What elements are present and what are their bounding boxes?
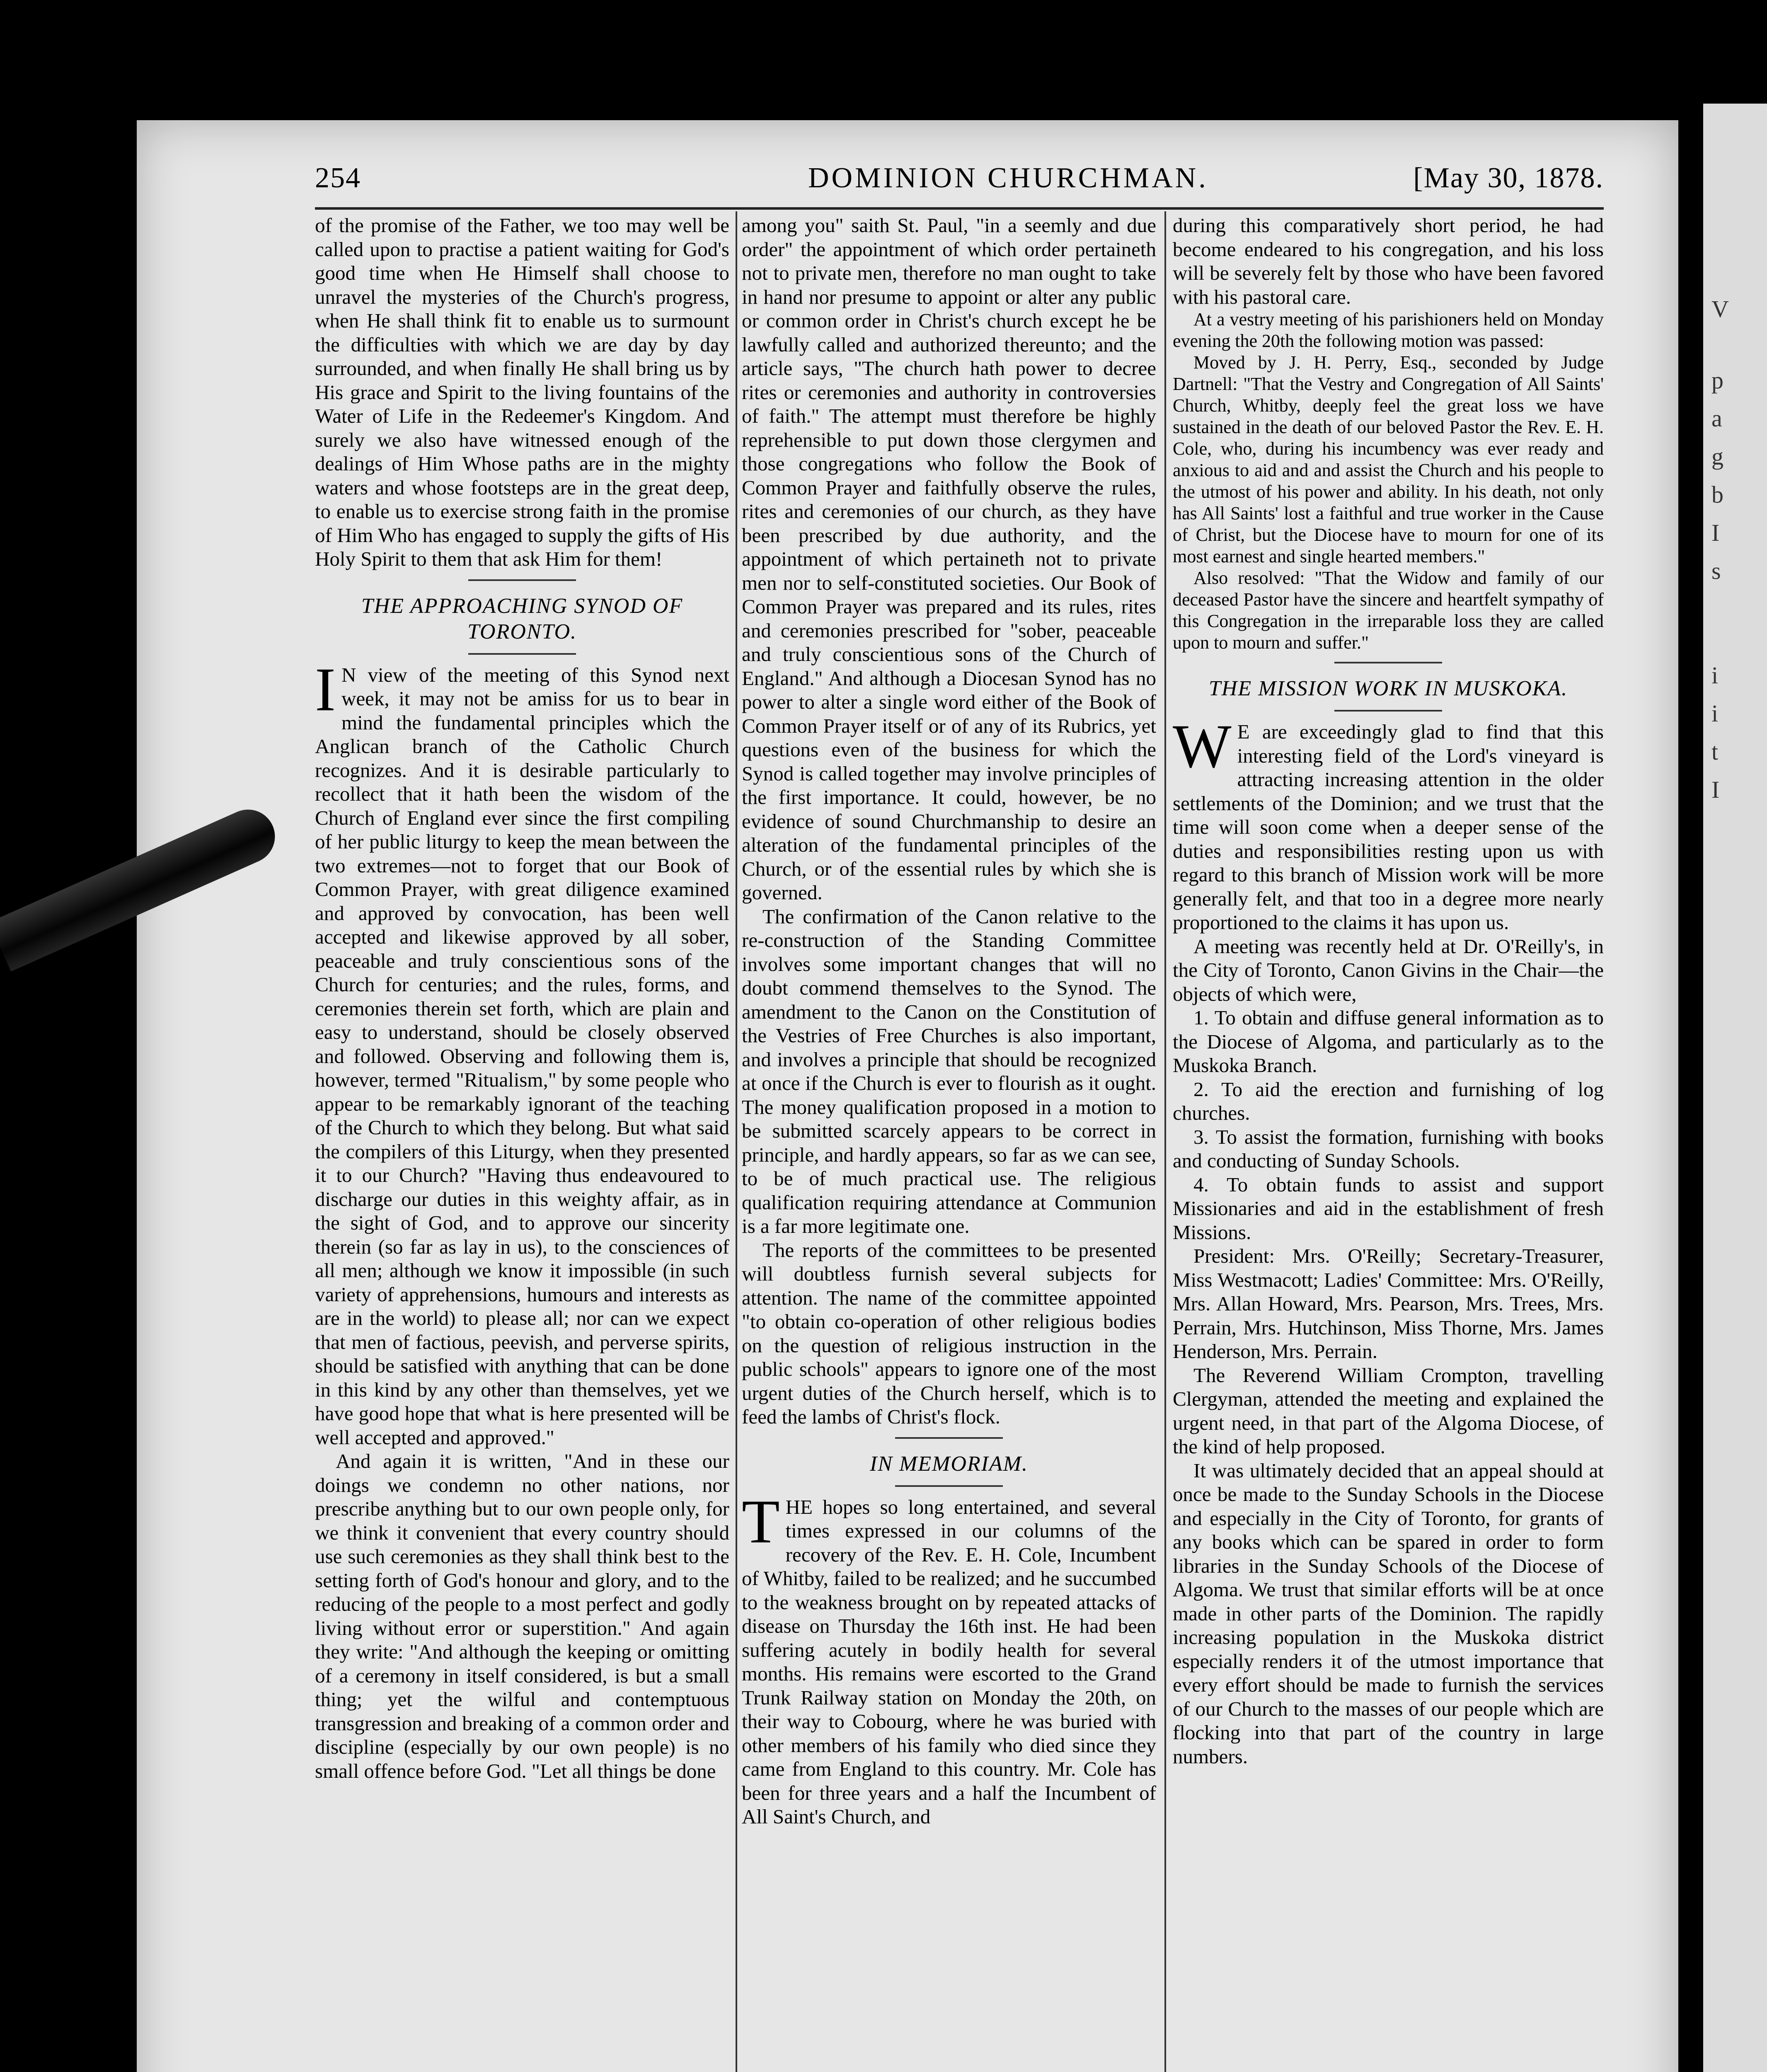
strip-char: a <box>1711 405 1722 432</box>
strip-char: b <box>1711 481 1723 508</box>
strip-char: i <box>1711 700 1719 727</box>
heading-rule <box>895 1485 1003 1487</box>
article-text: HE hopes so long entertained, and several times expressed in our columns of the recovery of the Rev. E. H. Cole, Incumbent of Whitby, failed to be realized; and he succumbed to the weakness brought on by repeated attacks of disease on Thursday the 16th inst. He had been suffering acutely in bodily health for several months. His remains were escorted to the Grand Trunk Railway station on Monday the 20th, on their way to Cobourg, where he was buried with other members of his family who died since they came from England to this country. Mr. Cole has been for three years and a half the Incumbent of All Saint's Church, and <box>742 1495 1156 1828</box>
article-paragraph: It was ultimately decided that an appeal should at once be made to the Sunday Schools in the Diocese and especially in the City of Toronto, for grants of any books which can be spared in order to form libraries in the Sunday Schools of the Diocese of Algoma. We trust that similar efforts will be at once made in other parts of the Dominion. The rapidly increasing population in the Muskoka district especially renders it of the utmost importance that every effort should be made to furnish the services of our Church to the masses of our people which are flocking into that part of the country in large numbers. <box>1173 1459 1604 1768</box>
masthead: DOMINION CHURCHMAN. <box>808 162 1208 194</box>
column-divider <box>736 211 737 2072</box>
strip-char: g <box>1711 443 1723 470</box>
article-paragraph <box>315 655 729 1450</box>
strip-char: p <box>1711 367 1723 394</box>
heading-rule <box>468 579 576 581</box>
drop-cap: I <box>315 655 336 724</box>
article-paragraph: during this comparatively short period, he had become endeared to his congregation, and his loss will be severely felt by those who have been favored with his pastoral care. <box>1173 214 1604 308</box>
issue-date: [May 30, 1878. <box>1413 162 1604 194</box>
column-1 <box>315 213 729 1783</box>
article-paragraph: 3. To assist the formation, furnishing with books and conducting of Sunday Schools. <box>1173 1125 1604 1172</box>
strip-char: i <box>1711 662 1719 689</box>
heading-rule <box>468 653 576 655</box>
strip-char: t <box>1711 738 1719 765</box>
article-heading: THE APPROACHING SYNOD OF TORONTO. <box>361 594 683 644</box>
article-text: N view of the meeting of this Synod next week, it may not be amiss for us to bear in mind the fundamental principles which the Anglican branch of the Catholic Church recognizes. And it is desirable particularly to recollect that it hath been the wisdom of the Church of England ever since the first compiling of her public liturgy to keep the mean between the two extremes—not to forget that our Book of Common Prayer, with great diligence examined and approved by convocation, has been well accepted and likewise approved by all sober, peaceable and truly conscientious sons of the Church for centuries; and the rules, forms, and ceremonies therein set forth, which are plain and easy to understand, should be closely observed and followed. Observing and following them is, however, termed "Ritualism," by some people who appear to be remarkably ignorant of the teaching of the Church to which they belong. But what said the compilers of this Liturgy, when they presented it to our Church? "Having thus endeavoured to discharge our duties in this weighty affair, as in the sight of God, and to approve our sincerity therein (so far as lay in us), to the consciences of all men; although we know it impossible (in such variety of apprehensions, humours and interests as are in the world) to please all; nor can we expect that men of factious, peevish, and perverse spirits, should be satisfied with anything that can be done in this kind by any other than themselves, yet we have good hope that what is here presented will be well accepted and approved." <box>315 663 729 1449</box>
strip-char: V <box>1711 295 1729 322</box>
article-paragraph: Also resolved: "That the Widow and family of our deceased Pastor have the sincere and heartfelt sympathy of this Congregation in the irreparable loss they are called upon to mourn and suffer." <box>1173 568 1604 653</box>
article-paragraph <box>1173 712 1604 934</box>
article-paragraph: And again it is written, "And in these our doings we condemn no other nations, nor prescribe anything but to our own people only, for we think it convenient that every country should use such ceremonies as they shall think best to the setting forth of God's honour and glory, and to the reducing of the people to a most perfect and godly living without error or superstition." And again they write: "And although the keeping or omitting of a ceremony in itself considered, is but a small thing; yet the wilful and contemptuous transgression and breaking of a common order and discipline (especially by our own people) is no small offence before God. "Let all things be done <box>315 1450 729 1782</box>
page-number: 254 <box>315 162 361 194</box>
article-paragraph: 2. To aid the erection and furnishing of log churches. <box>1173 1077 1604 1124</box>
strip-char: I <box>1711 519 1720 546</box>
heading-rule <box>895 1437 1003 1439</box>
article-paragraph: The confirmation of the Canon relative to the re-construction of the Standing Committee involves some important changes that will no doubt commend themselves to the Synod. The amendment to the Canon on the Constitution of the Vestries of Free Churches is also important, and involves a principle that should be recognized at once if the Church is ever to flourish as it ought. The money qualification proposed in a motion to be submitted scarcely appears to be correct in principle, and hardly appears, so far as we can see, to be of much practical use. The religious qualification requiring attendance at Communion is a far more legitimate one. <box>742 905 1156 1237</box>
article-paragraph: of the promise of the Father, we too may well be called upon to practise a patient waiting for God's good time when He Himself shall choose to unravel the mysteries of the Church's progress, when He shall think fit to enable us to surmount the difficulties with which we are day by day surrounded, and when finally He shall bring us by His grace and Spirit to the living fountains of the Water of Life in the Redeemer's Kingdom. And surely we also have witnessed enough of the dealings of Him Whose paths are in the mighty waters and whose footsteps are in the great deep, to enable us to exercise strong faith in the promise of Him Who has engaged to supply the gifts of His Holy Spirit to them that ask Him for them! <box>315 214 729 570</box>
article-paragraph: among you" saith St. Paul, "in a seemly and due order" the appointment of which order pertaineth not to private men, therefore no man ought to take in hand nor presume to appoint or alter any public or common order in Christ's church except he be lawfully called and authorized thereunto; and the article says, "The church hath power to decree rites or ceremonies and authority in controversies of faith." The attempt must therefore be highly reprehensible to put down those clergymen and those congregations who follow the Book of Common Prayer and faithfully observe the rules, rites and ceremonies of our church, as they have been prescribed by due authority, and the appointment of which pertaineth not to private men nor to self-constituted societies. Our Book of Common Prayer was prepared and its rules, rites and ceremonies prescribed for "sober, peaceable and truly conscientious sons of the Church of England." And although a Diocesan Synod has no power to alter a single word either of the Book of Common Prayer itself or of any of its Rubrics, yet questions even of the business for which the Synod is called together may involve principles of the first importance. It could, however, be no evidence of sound Churchmanship to desire an alteration of the fundamental principles of the Church, or of the essential rules by which she is governed. <box>742 214 1156 904</box>
article-paragraph: 4. To obtain funds to assist and support Missionaries and aid in the establishment of fresh Missions. <box>1173 1173 1604 1244</box>
article-heading: IN MEMORIAM. <box>869 1452 1029 1476</box>
article-paragraph: A meeting was recently held at Dr. O'Reilly's, in the City of Toronto, Canon Givins in the Chair—the objects of which were, <box>1173 934 1604 1005</box>
article-heading: THE MISSION WORK IN MUSKOKA. <box>1208 677 1568 700</box>
strip-char: s <box>1711 557 1721 584</box>
drop-cap: T <box>742 1487 780 1556</box>
drop-cap: W <box>1173 712 1232 781</box>
heading-rule <box>1334 662 1442 663</box>
adjacent-page-strip <box>1703 104 1767 2072</box>
article-paragraph: Moved by J. H. Perry, Esq., seconded by Judge Dartnell: "That the Vestry and Congregation of All Saints' Church, Whitby, deeply feel the great loss we have sustained in the death of our beloved Pastor the Rev. E. H. Cole, who, during his incumbency was ever ready and anxious to aid and and assist the Church and his people to the utmost of his power and ability. In his death, not only has All Saints' lost a faithful and true worker in the Cause of Christ, but the Diocese have to mourn for one of its most earnest and single hearted members." <box>1173 352 1604 566</box>
article-paragraph: President: Mrs. O'Reilly; Secretary-Treasurer, Miss Westmacott; Ladies' Committee: Mrs. O'Reilly, Mrs. Allan Howard, Mrs. Pearson, Mrs. Trees, Mrs. Perrain, Mrs. Hutchinson, Miss Thorne, Mrs. James Henderson, Mrs. Perrain. <box>1173 1244 1604 1363</box>
page-header <box>315 162 1604 199</box>
article-paragraph: The reports of the committees to be presented will doubtless furnish several subjects for attention. The name of the committee appointed "to obtain co-operation of other religious bodies on the question of religious instruction in the public schools" appears to ignore one of the most urgent duties of the Church herself, which is to feed the lambs of Christ's flock. <box>742 1238 1156 1428</box>
heading-rule <box>1334 710 1442 712</box>
header-rule <box>315 207 1604 210</box>
article-paragraph: 1. To obtain and diffuse general information as to the Diocese of Algoma, and particularly as to the Muskoka Branch. <box>1173 1006 1604 1077</box>
article-text: E are exceedingly glad to find that this interesting field of the Lord's vineyard is attracting increasing attention in the older settlements of the Dominion; and we trust that the time will soon come when a deeper sense of the duties and responsibilities resting upon us with regard to this branch of Mission work will be more generally felt, and that too in a degree more nearly proportioned to the claims it has upon us. <box>1173 720 1604 934</box>
article-paragraph: The Reverend William Crompton, travelling Clergyman, attended the meeting and explained the urgent need, in that part of the Algoma Diocese, of the kind of help proposed. <box>1173 1363 1604 1458</box>
column-divider <box>1164 211 1166 2072</box>
column-2 <box>742 213 1156 1829</box>
article-paragraph: At a vestry meeting of his parishioners held on Monday evening the 20th the following motion was passed: <box>1173 309 1604 351</box>
article-paragraph <box>742 1487 1156 1829</box>
strip-char: I <box>1711 776 1720 803</box>
column-3 <box>1173 213 1604 1768</box>
